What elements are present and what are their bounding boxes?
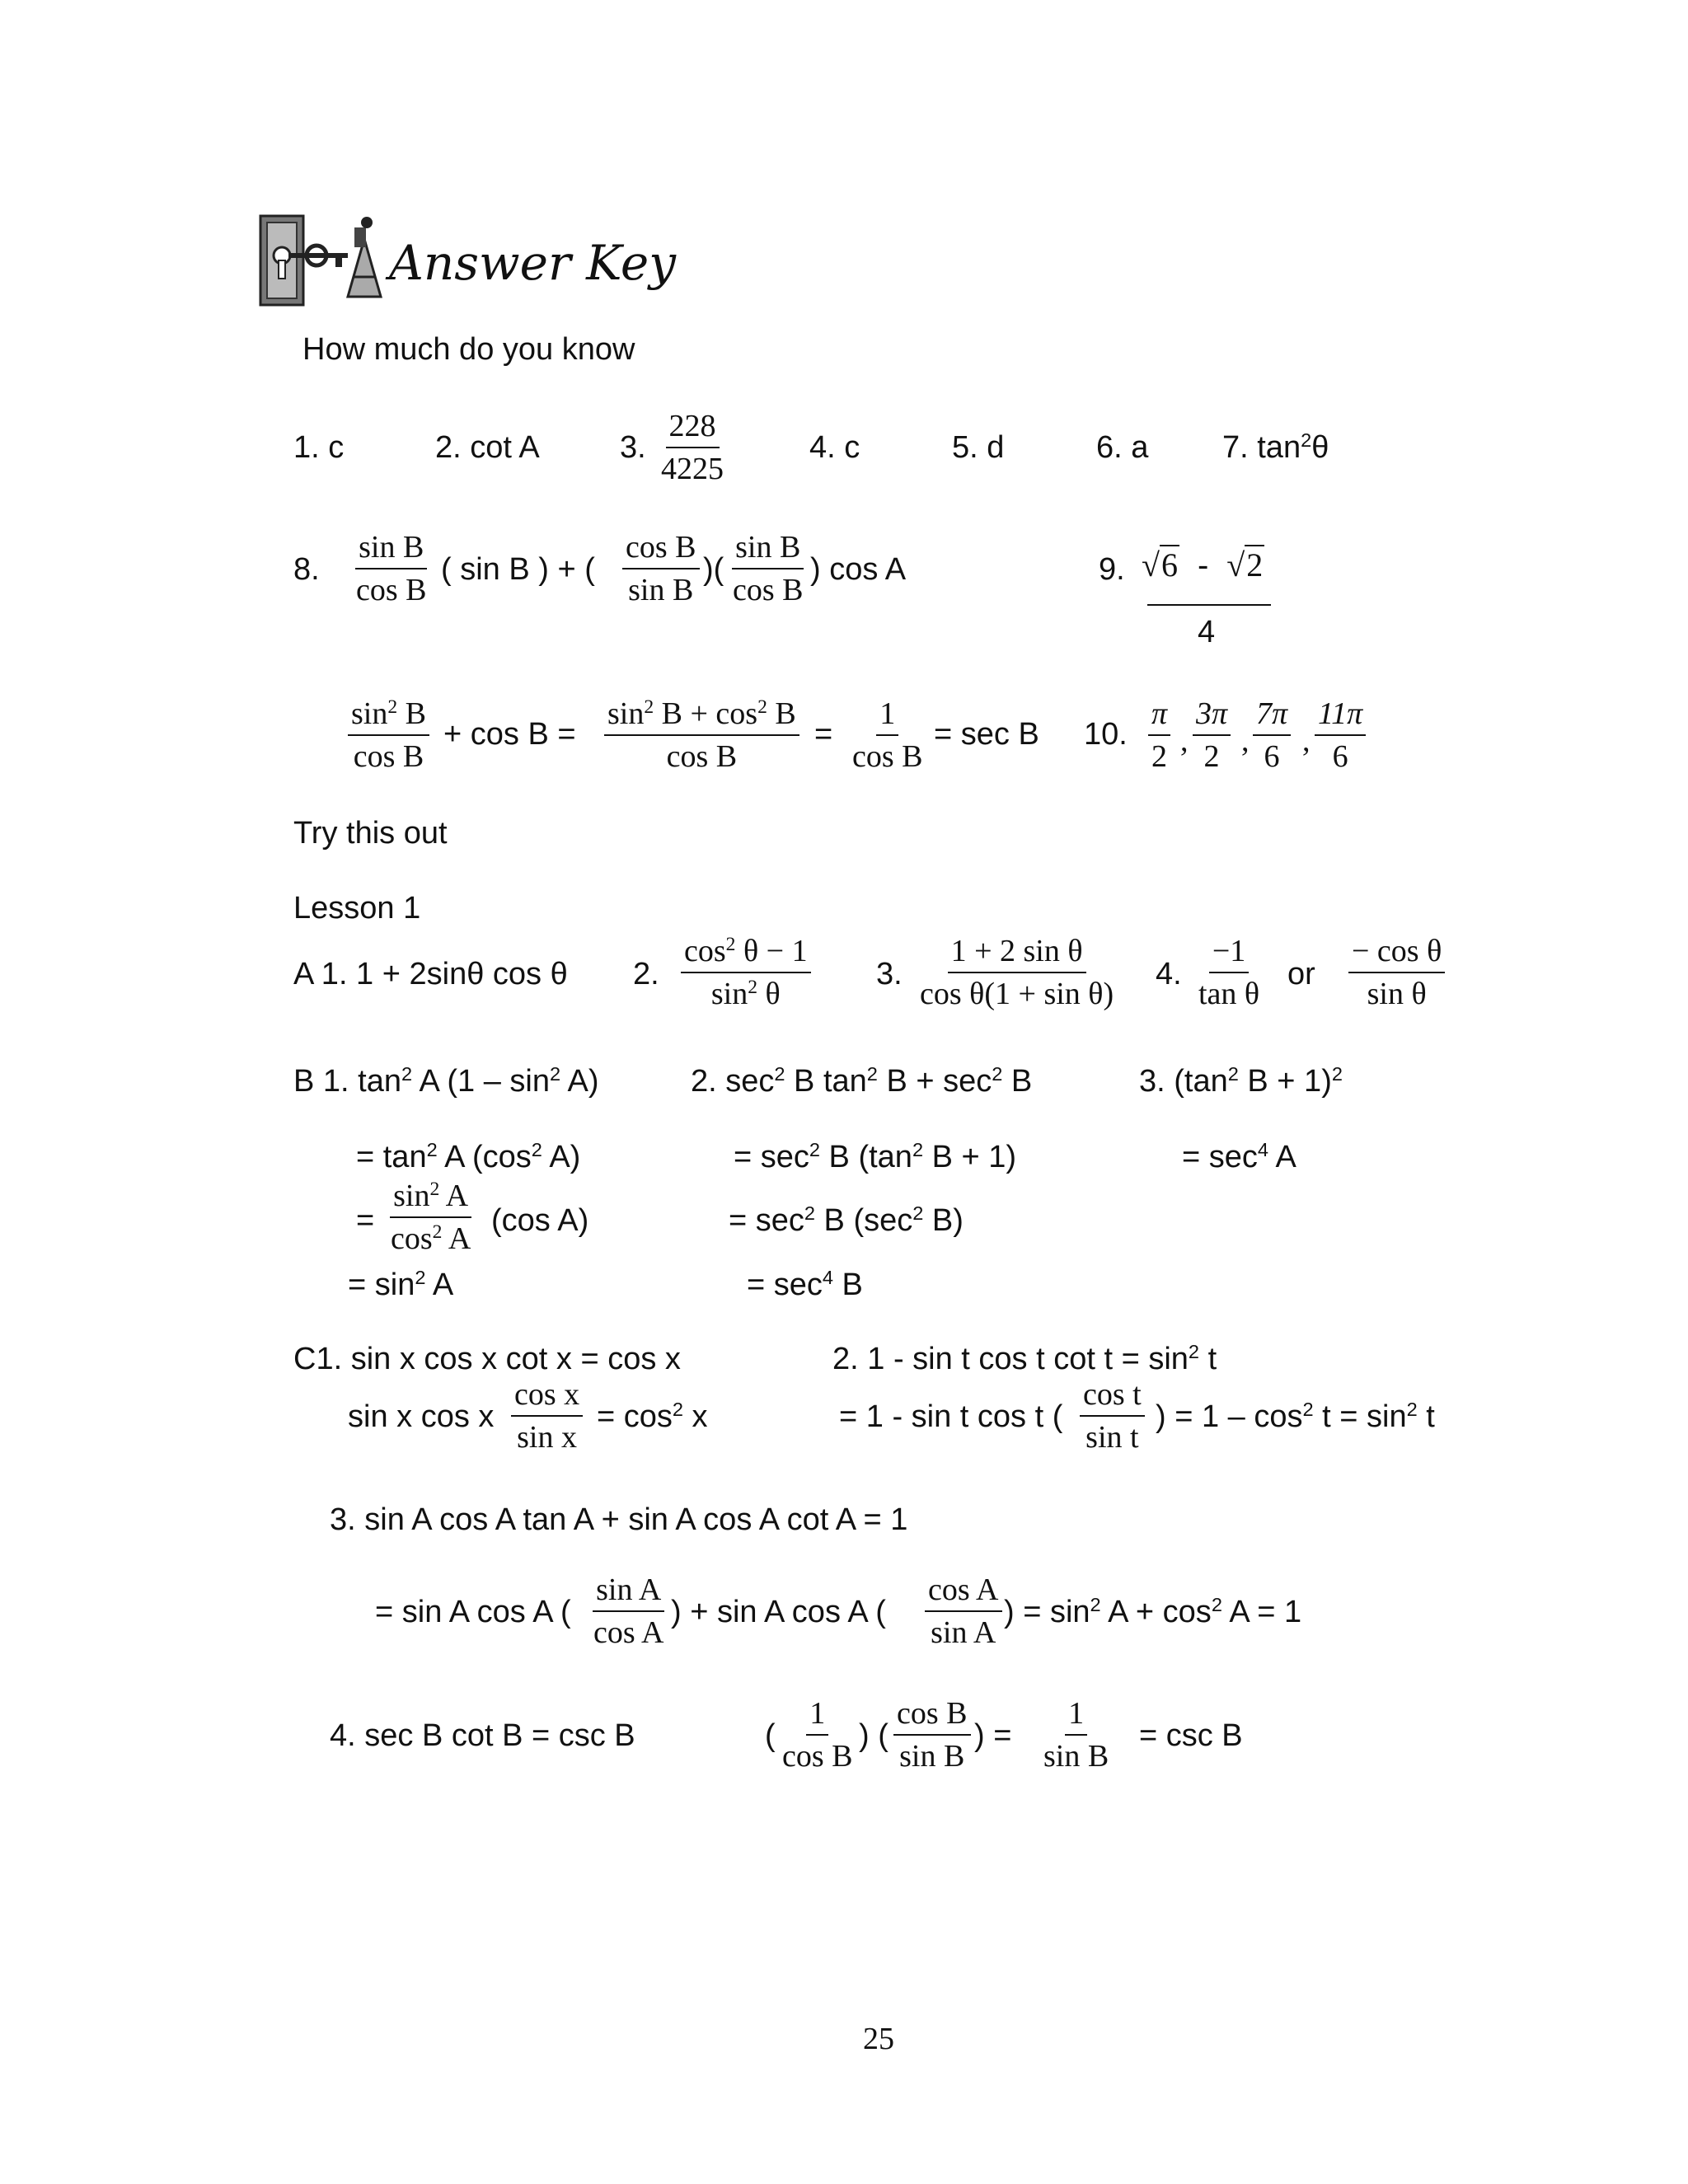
answer-10-comma-3: , [1302, 724, 1311, 758]
lesson1-a3-label: 3. [876, 957, 903, 991]
lesson1-a3-fraction: $\frac{\text{1 + 2 sin θ}}{\text{cos θ(1 + sin θ)}}$ [920, 934, 1114, 1011]
lesson1-b2-line4: = $\sec^4 B$ [747, 1267, 863, 1302]
lesson1-c4-fraction-2: $\frac{\text{cos B}}{\text{sin B}}$ [893, 1698, 971, 1772]
answer-key-logo [257, 198, 389, 309]
answer-9-denominator: 4 [1198, 615, 1216, 649]
answer-8-frac-1: $\frac{\text{sin B}}{\text{cos B}}$ [356, 530, 427, 607]
answer-8-mid-1: ( sin B ) + ( [441, 552, 595, 587]
lesson1-c3-line2-fraction-1: $\frac{\text{sin A}}{\text{cos A}}$ [593, 1572, 664, 1650]
lesson1-c3-line2-mid: ) + sin A cos A ( [671, 1595, 886, 1629]
page-title: Answer Key [389, 235, 676, 291]
lesson1-b3-line2: = $\sec^4 A$ [1182, 1139, 1296, 1174]
lesson1-c4-open: ( [765, 1718, 776, 1753]
lesson1-a2-label: 2. [633, 957, 659, 991]
answer-10-comma-1: , [1180, 724, 1189, 758]
lesson1-b1-line4: = $\sin^2 A$ [348, 1267, 454, 1302]
lesson1-c4-line1: 4. sec B cot B = csc B [330, 1718, 635, 1753]
answer-4: 4. c [809, 430, 860, 465]
answer-8-line2-frac-3: $\frac{1}{\text{cos B}}$ [852, 696, 923, 774]
lesson1-c4-fraction-3: $\frac{1}{\text{sin B}}$ [1043, 1696, 1109, 1774]
answer-9-label: 9. [1099, 552, 1125, 587]
lesson1-c2-line2-end: ) = $1 - \cos^2 t = \sin^2 t$ [1156, 1399, 1435, 1434]
lesson1-c4-close: ) = [974, 1718, 1012, 1753]
lesson1-c3-line2-end: ) = $\sin^2 A + \cos^2 A = 1$ [1004, 1594, 1302, 1629]
section-heading-how-much: How much do you know [302, 332, 635, 367]
lesson1-c3-line1: 3. sin A cos A tan A + sin A cos A cot A = 1 [330, 1502, 908, 1537]
lesson1-c3-line2-fraction-2: $\frac{\text{cos A}}{\text{sin A}}$ [925, 1574, 1002, 1648]
answer-10-comma-2: , [1241, 724, 1250, 758]
answer-8-mid-2: )( [703, 552, 724, 587]
lesson-heading: Lesson 1 [293, 891, 421, 926]
answer-10-frac-3: $\frac{7\pi}{6}$ [1253, 698, 1291, 772]
lesson1-a4-fraction-1: $\frac{-1}{\text{tan θ}}$ [1198, 934, 1260, 1011]
answer-9-fraction-bar [1147, 604, 1271, 606]
lesson1-a4-or: or [1287, 957, 1315, 991]
lesson1-c2-line2-fraction: $\frac{\text{cos t}}{\text{sin t}}$ [1080, 1379, 1145, 1453]
answer-3-label: 3. [620, 430, 646, 465]
lesson1-b1-line1: B 1. $\tan^2 A$ $(1 - \sin^2 A)$ [293, 1063, 599, 1099]
answer-8-frac-3: $\frac{\text{sin B}}{\text{cos B}}$ [733, 530, 804, 607]
key-lock-clipart-icon [257, 198, 389, 309]
answer-5: 5. d [952, 430, 1005, 465]
lesson1-b1-line3-fraction: $\frac{\sin^2 A}{\cos^2 A}$ [391, 1179, 471, 1256]
lesson1-c2-line1: 2. 1 - sin t cos t $\cot t = \sin^2 t$ [832, 1341, 1217, 1376]
answer-8-end: ) cos A [810, 552, 907, 587]
answer-8-line2-mid: + cos B = [443, 717, 576, 752]
answer-10-frac-2: $\frac{3\pi}{2}$ [1193, 698, 1231, 772]
answer-10-frac-1: $\frac{\pi}{2}$ [1148, 698, 1170, 772]
lesson1-c3-line2-start: = sin A cos A ( [375, 1595, 571, 1629]
answer-8-line2-frac-2: $\frac{\sin^2 B + \cos^2 B}{\text{cos B}}$ [604, 698, 799, 772]
answer-2: 2. cot A [435, 430, 540, 465]
section-heading-try-this-out: Try this out [293, 816, 448, 851]
answer-7: 7. $\tan^2\theta$ [1222, 429, 1329, 465]
answer-10-label: 10. [1084, 717, 1128, 752]
lesson1-c1-line1: C1. sin x cos x cot x = cos x [293, 1342, 681, 1376]
lesson1-a4-label: 4. [1156, 957, 1182, 991]
answer-3-fraction: $\frac{228}{4225}$ [661, 409, 724, 486]
lesson1-b2-line1: 2. $\sec^2 B$ $\tan^2 B + \sec^2 B$ [691, 1063, 1033, 1099]
lesson1-c4-mid: ) ( [859, 1718, 889, 1753]
answer-1: 1. c [293, 430, 345, 465]
lesson1-c1-line2-fraction: $\frac{\text{cos x}}{\text{sin x}}$ [511, 1379, 583, 1453]
lesson1-b3-line1: 3. ($\tan^2$ B + 1)$^2$ [1139, 1063, 1343, 1099]
lesson1-c4-end: = csc B [1139, 1718, 1243, 1753]
answer-9-numerator: √6 - √2 [1142, 546, 1264, 583]
lesson1-a1: A 1. 1 + 2sinθ cos θ [293, 957, 568, 991]
lesson1-b2-line3: = $\sec^2 B$ ($\sec^2$ B) [729, 1202, 964, 1238]
lesson1-b1-line3-end: (cos A) [491, 1203, 589, 1238]
answer-8-line2-frac-1: $\frac{\sin^2 B}{\text{cos B}}$ [348, 698, 429, 772]
lesson1-c1-line2-end: = $\cos^2 x$ [597, 1399, 708, 1434]
answer-8-line2-end: = sec B [934, 717, 1039, 752]
lesson1-a4-fraction-2: $\frac{\text{− cos θ}}{\text{sin θ}}$ [1348, 935, 1445, 1010]
lesson1-c4-fraction-1: $\frac{1}{\text{cos B}}$ [782, 1696, 853, 1774]
answer-8-label: 8. [293, 552, 320, 587]
lesson1-b1-line2: = $\tan^2 A$ ($\cos^2$ A) [356, 1139, 581, 1174]
lesson1-b1-line3-eq: = [356, 1203, 375, 1238]
answer-10-frac-4: $\frac{11\pi}{6}$ [1315, 698, 1366, 772]
lesson1-a2-fraction: $\frac{\cos^2 \theta - 1}{\sin^2 \theta}$ [681, 935, 811, 1010]
lesson1-b2-line2: = $\sec^2 B$ ($\tan^2$ B + 1) [734, 1139, 1017, 1174]
page-number: 25 [863, 2022, 894, 2056]
answer-6: 6. a [1096, 430, 1149, 465]
answer-8-line2-eq: = [814, 717, 833, 752]
lesson1-c1-line2-start: sin x cos x [348, 1399, 495, 1434]
answer-8-frac-2: $\frac{\text{cos B}}{\text{sin B}}$ [622, 532, 700, 606]
lesson1-c2-line2-start: = 1 - sin t cos t ( [839, 1399, 1063, 1434]
